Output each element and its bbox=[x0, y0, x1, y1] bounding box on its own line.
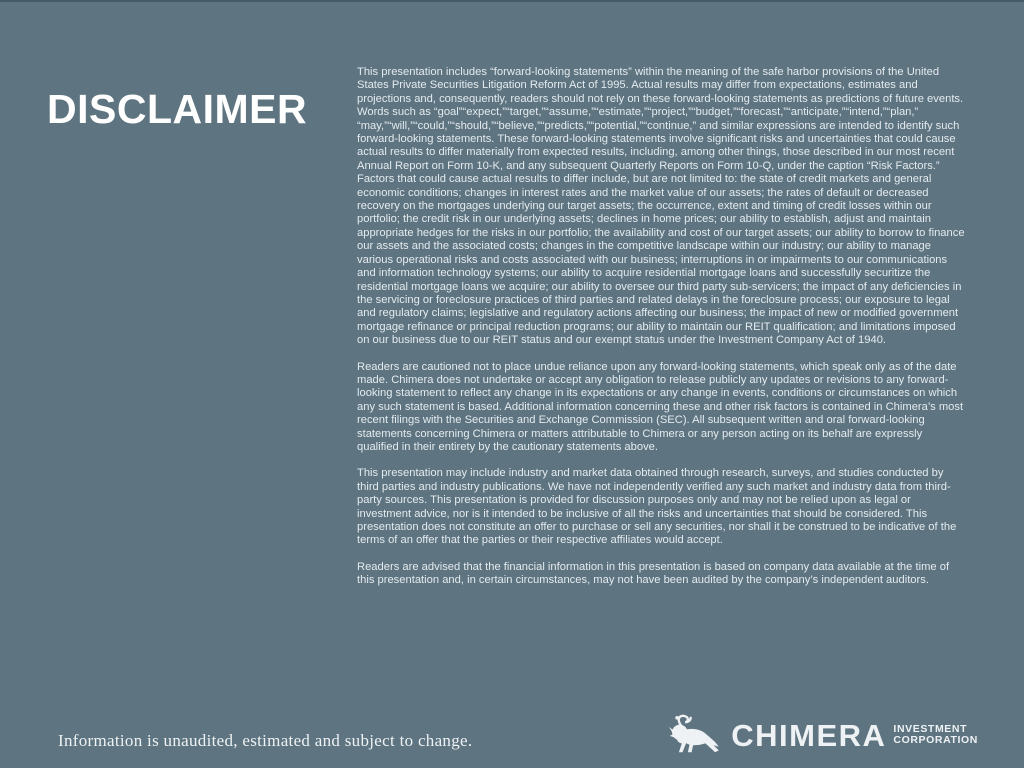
disclaimer-paragraph-forward-looking: This presentation includes “forward-looking statements” within the meaning of the safe harbor provisions of the United States Private Securities Litigation Reform Act of 1995. Actual results may differ from expectations, estimates and projections and, consequently, readers should not rely on these forward-looking statements as predictions of future events. Words such as “goal”“expect,”“target,”“assume,”“estimate,”“project,”“budget,”“forecast,”“anticipate,”“intend,”“plan,” “may,”“will,”“could,”“should,”“believe,”“predicts,”“potential,”“continue,” and similar expressions are intended to identify such forward-looking statements. These forward-looking statements involve significant risks and uncertainties that could cause actual results to differ materially from expected results, including, among other things, those described in our most recent Annual Report on Form 10-K, and any subsequent Quarterly Reports on Form 10-Q, under the caption “Risk Factors.” Factors that could cause actual results to differ include, but are not limited to: the state of credit markets and general economic conditions; changes in interest rates and the market value of our assets; the rates of default or decreased recovery on the mortgages underlying our target assets; the occurrence, extent and timing of credit losses within our portfolio; the credit risk in our underlying assets; declines in home prices; our ability to establish, adjust and maintain appropriate hedges for the risks in our portfolio; the availability and cost of our target assets; our ability to borrow to finance our assets and the associated costs; changes in the competitive landscape within our industry; our ability to manage various operational risks and costs associated with our business; interruptions in or impairments to our communications and information technology systems; our ability to acquire residential mortgage loans and successfully securitize the residential mortgage loans we acquire; our ability to oversee our third party sub-servicers; the impact of any deficiencies in the servicing or foreclosure practices of third parties and related delays in the foreclosure process; our exposure to legal and regulatory claims; legislative and regulatory actions affecting our business; the impact of new or modified government mortgage refinance or principal reduction programs; our ability to maintain our REIT qualification; and limitations imposed on our business due to our REIT status and our exempt status under the Investment Company Act of 1940. bbox=[357, 66, 965, 347]
disclaimer-paragraph-unaudited: Readers are advised that the financial information in this presentation is based on company data available at the time of this presentation and, in certain circumstances, may not have been audited by the company’s independent auditors. bbox=[357, 560, 950, 587]
disclaimer-paragraph-market-data: This presentation may include industry and market data obtained through research, surveys, and studies conducted by third parties and industry publications. We have not independently verified any such market and industry data from third-party sources. This presentation is provided for discussion purposes only and may not be relied upon as legal or investment advice, nor is it intended to be inclusive of all the risks and uncertainties that should be considered. This presentation does not constitute an offer to purchase or sell any securities, nor shall it be construed to be indicative of the terms of an offer that the parties or their respective affiliates would accept. bbox=[357, 467, 957, 547]
footer-note: Information is unaudited, estimated and subject to change. bbox=[58, 731, 473, 750]
page-title: DISCLAIMER bbox=[47, 86, 308, 133]
disclaimer-paragraph-reliance: Readers are cautioned not to place undue reliance upon any forward-looking statements, which speak only as of the date made. Chimera does not undertake or accept any obligation to release publicly any updates or revisions to any forward-looking statement to reflect any change in its expectations or any change in events, conditions or circumstances on which any such statement is based. Additional information concerning these and other risk factors is contained in Chimera’s most recent filings with the Securities and Exchange Commission (SEC). All subsequent written and oral forward-looking statements concerning Chimera or matters attributable to Chimera or any person acting on its behalf are expressly qualified in their entirety by the cautionary statements above. bbox=[357, 360, 964, 453]
logo-suffix-line1: INVESTMENT bbox=[893, 723, 968, 735]
logo-suffix bbox=[893, 724, 978, 746]
slide-top-edge bbox=[0, 0, 1024, 2]
logo-wordmark: CHIMERA bbox=[731, 717, 887, 753]
logo-suffix-line2: CORPORATION bbox=[893, 734, 978, 746]
disclaimer-body bbox=[357, 66, 965, 601]
chimera-logo bbox=[668, 714, 978, 756]
chimera-lion-icon bbox=[668, 714, 726, 756]
